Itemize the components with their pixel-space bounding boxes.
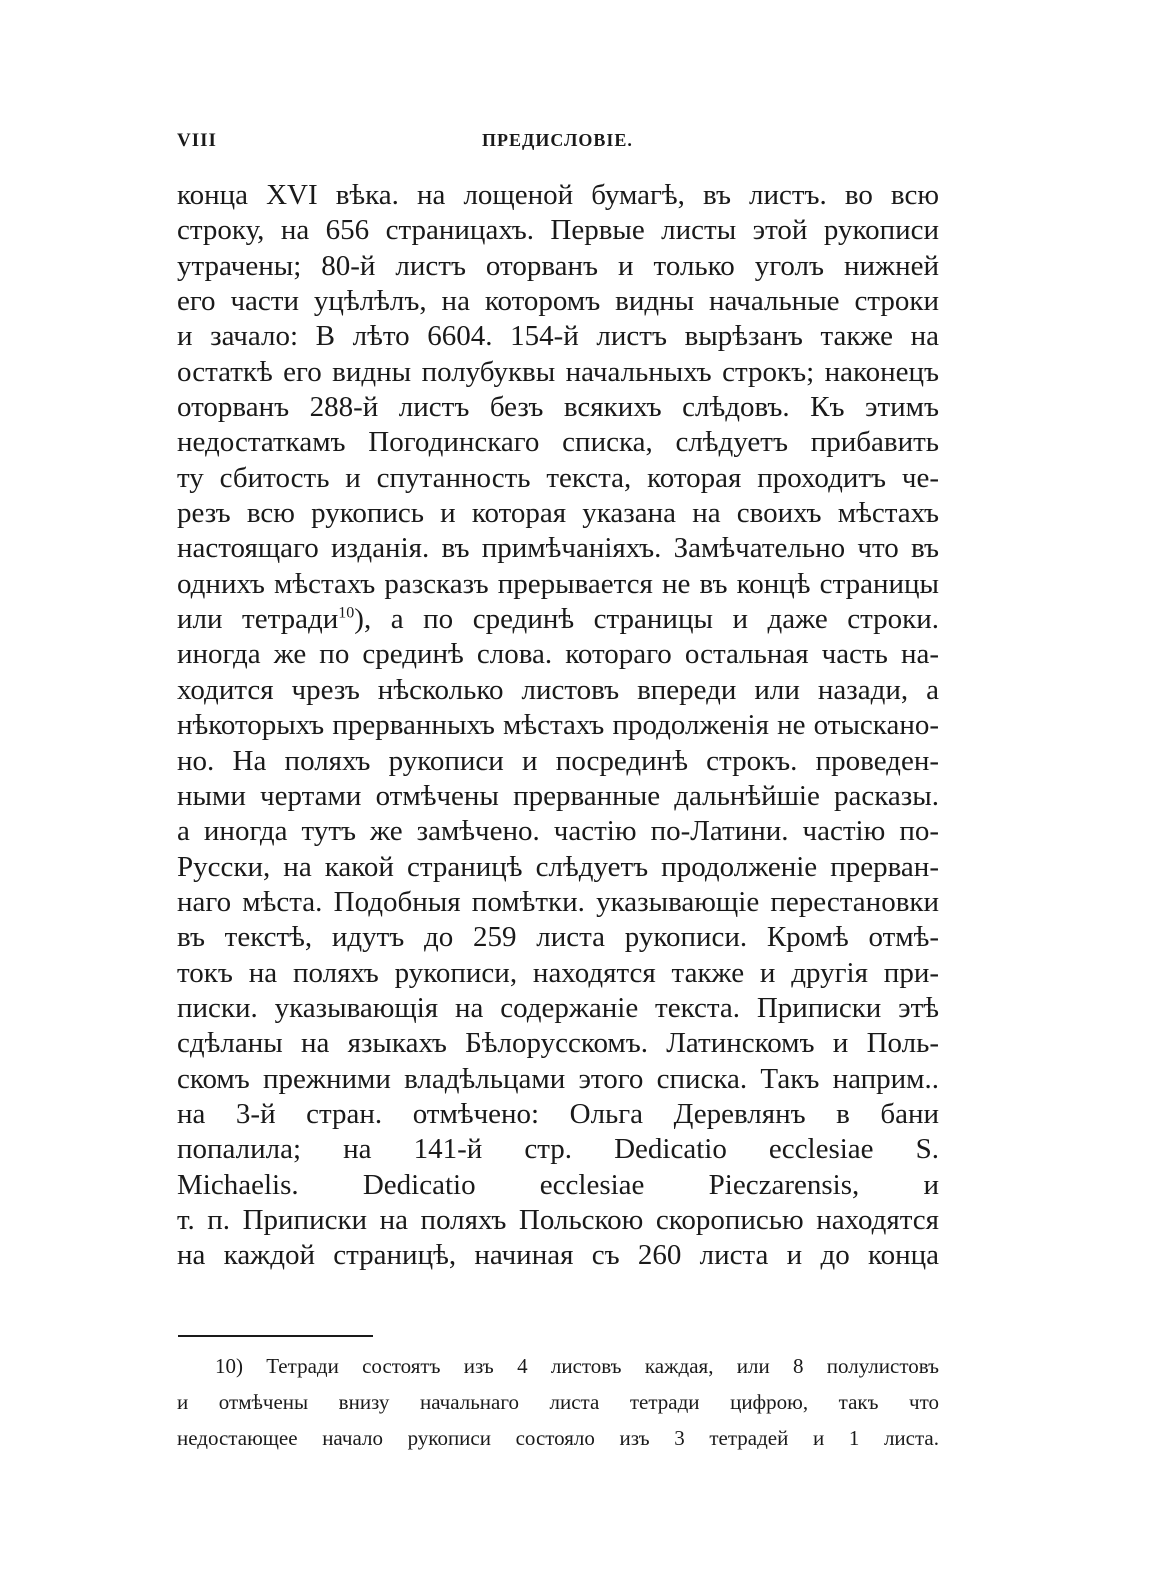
- footnote-line: недостающее начало рукописи состояло изъ 3 тетрадей и 1 листа.: [177, 1426, 939, 1450]
- running-title: ПРЕДИСЛОВІЕ.: [482, 130, 633, 150]
- page-number: VIII: [177, 130, 217, 151]
- body-line: на каждой страницѣ, начиная съ 260 листа и до конца: [177, 1239, 939, 1272]
- body-line: но. На поляхъ рукописи и посрединѣ строкъ. проведен-: [177, 744, 939, 777]
- body-line: настоящаго изданія. въ примѣчаніяхъ. Замѣчательно что въ: [177, 532, 939, 565]
- body-line: ходится чрезъ нѣсколько листовъ впереди или назади, а: [177, 673, 939, 706]
- body-line: строку, на 656 страницахъ. Первые листы этой рукописи: [177, 214, 939, 247]
- body-line: его части уцѣлѣлъ, на которомъ видны начальные строки: [177, 285, 939, 318]
- body-line: ными чертами отмѣчены прерванные дальнѣйшіе расказы.: [177, 779, 939, 812]
- body-line: Русски, на какой страницѣ слѣдуетъ продолженіе прерван-: [177, 850, 939, 883]
- body-line: однихъ мѣстахъ разсказъ прерывается не въ концѣ страницы: [177, 567, 939, 600]
- body-line: а иногда тутъ же замѣчено. частію по-Латини. частію по-: [177, 815, 939, 848]
- body-line: скомъ прежними владѣльцами этого списка. Такъ наприм..: [177, 1062, 939, 1095]
- body-text: [177, 178, 939, 1274]
- body-line: нѣкоторыхъ прерванныхъ мѣстахъ продолженія не отыскано-: [177, 709, 939, 742]
- footnote: [177, 1348, 939, 1456]
- body-line: т. п. Приписки на поляхъ Польскою скорописью находятся: [177, 1203, 939, 1236]
- body-line-start: или тетради: [177, 603, 339, 636]
- footnote-line: 10) Тетради состоятъ изъ 4 листовъ каждая, или 8 полулистовъ: [215, 1354, 939, 1378]
- body-line: сдѣланы на языкахъ Бѣлорусскомъ. Латинскомъ и Поль-: [177, 1027, 939, 1060]
- footnote-reference: 10: [338, 604, 355, 622]
- body-line: ту сбитость и спутанность текста, которая проходитъ че-: [177, 461, 939, 494]
- body-line: конца XVI вѣка. на лощеной бумагѣ, въ листъ. во всю: [177, 179, 939, 211]
- footnote-divider: [178, 1335, 373, 1337]
- body-line-with-footnote-ref: [177, 602, 939, 637]
- body-line: и зачало: В лѣто 6604. 154-й листъ вырѣзанъ также на: [177, 320, 939, 353]
- body-line: попалила; на 141-й стр. Dedicatio ecclesiae S.: [177, 1133, 939, 1166]
- footnote-line: и отмѣчены внизу начальнаго листа тетради цифрою, такъ что: [177, 1390, 939, 1414]
- body-line: Michaelis. Dedicatio ecclesiae Pieczarensis, и: [177, 1168, 939, 1201]
- body-line: наго мѣста. Подобныя помѣтки. указывающіе перестановки: [177, 885, 939, 918]
- body-line: писки. указывающія на содержаніе текста. Приписки этѣ: [177, 991, 939, 1024]
- body-line: недостаткамъ Погодинскаго списка, слѣдуетъ прибавить: [177, 426, 939, 459]
- body-line: въ текстѣ, идутъ до 259 листа рукописи. Кромѣ отмѣ-: [177, 921, 939, 954]
- body-line: остаткѣ его видны полубуквы начальныхъ строкъ; наконецъ: [177, 355, 939, 388]
- body-line: оторванъ 288-й листъ безъ всякихъ слѣдовъ. Къ этимъ: [177, 391, 939, 424]
- body-line-end: ), а по срединѣ страницы и даже строки.: [354, 603, 939, 636]
- body-line: утрачены; 80-й листъ оторванъ и только уголъ нижней: [177, 249, 939, 282]
- body-line: резъ всю рукопись и которая указана на своихъ мѣстахъ: [177, 497, 939, 530]
- body-line: на 3-й стран. отмѣчено: Ольга Деревлянъ в бани: [177, 1097, 939, 1130]
- body-line: токъ на поляхъ рукописи, находятся также и другія при-: [177, 956, 939, 989]
- body-line: иногда же по срединѣ слова. котораго остальная часть на-: [177, 638, 939, 671]
